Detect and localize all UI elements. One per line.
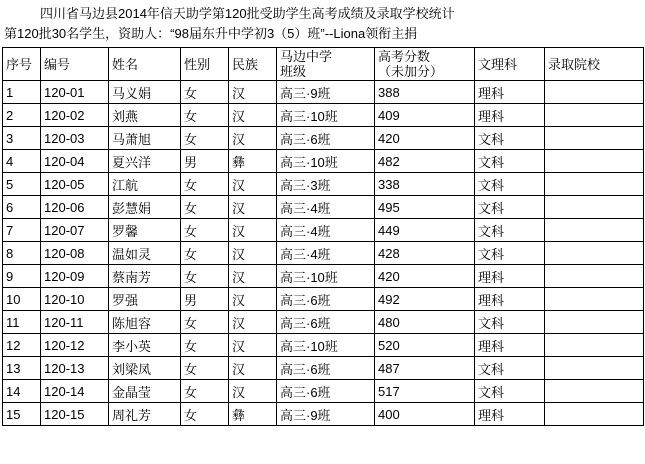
cell-class: 高三·9班	[277, 81, 375, 104]
cell-ethnicity: 彝	[229, 403, 277, 426]
cell-ethnicity: 汉	[229, 311, 277, 334]
column-header-index-line1: 序号	[6, 56, 33, 72]
cell-school	[545, 357, 644, 380]
cell-code: 120-02	[41, 104, 109, 127]
cell-ethnicity: 汉	[229, 357, 277, 380]
cell-track: 理科	[475, 265, 545, 288]
cell-name: 李小英	[109, 334, 181, 357]
cell-score: 400	[375, 403, 475, 426]
cell-ethnicity: 汉	[229, 127, 277, 150]
cell-track: 文科	[475, 173, 545, 196]
cell-class: 高三·4班	[277, 196, 375, 219]
cell-track: 理科	[475, 403, 545, 426]
cell-class: 高三·9班	[277, 403, 375, 426]
cell-gender: 男	[181, 288, 229, 311]
cell-ethnicity: 汉	[229, 334, 277, 357]
cell-index: 5	[3, 173, 41, 196]
cell-name: 蔡南芳	[109, 265, 181, 288]
cell-class: 高三·6班	[277, 288, 375, 311]
cell-school	[545, 242, 644, 265]
cell-gender: 女	[181, 357, 229, 380]
cell-track: 文科	[475, 311, 545, 334]
column-header-score	[375, 48, 475, 81]
cell-class: 高三·4班	[277, 219, 375, 242]
cell-index: 9	[3, 265, 41, 288]
cell-school	[545, 196, 644, 219]
cell-track: 文科	[475, 150, 545, 173]
cell-class: 高三·3班	[277, 173, 375, 196]
cell-class: 高三·10班	[277, 104, 375, 127]
cell-class: 高三·10班	[277, 150, 375, 173]
cell-school	[545, 81, 644, 104]
cell-school	[545, 288, 644, 311]
table-row	[3, 380, 644, 403]
cell-track: 理科	[475, 334, 545, 357]
cell-score: 388	[375, 81, 475, 104]
column-header-score-line2: （未加分）	[378, 64, 444, 79]
cell-name: 刘燕	[109, 104, 181, 127]
cell-score: 449	[375, 219, 475, 242]
cell-name: 江航	[109, 173, 181, 196]
cell-track: 文科	[475, 357, 545, 380]
cell-index: 3	[3, 127, 41, 150]
cell-track: 文科	[475, 196, 545, 219]
table-row	[3, 173, 644, 196]
column-header-name-line1: 姓名	[112, 56, 139, 72]
cell-name: 马义娟	[109, 81, 181, 104]
cell-gender: 女	[181, 265, 229, 288]
cell-class: 高三·10班	[277, 334, 375, 357]
cell-gender: 女	[181, 173, 229, 196]
cell-score: 480	[375, 311, 475, 334]
column-header-class-line1: 马边中学	[280, 49, 333, 64]
cell-name: 夏兴洋	[109, 150, 181, 173]
cell-score: 428	[375, 242, 475, 265]
cell-code: 120-05	[41, 173, 109, 196]
cell-index: 11	[3, 311, 41, 334]
cell-score: 420	[375, 127, 475, 150]
cell-ethnicity: 汉	[229, 265, 277, 288]
cell-code: 120-01	[41, 81, 109, 104]
cell-ethnicity: 汉	[229, 219, 277, 242]
cell-ethnicity: 汉	[229, 380, 277, 403]
cell-code: 120-12	[41, 334, 109, 357]
cell-track: 文科	[475, 127, 545, 150]
cell-code: 120-08	[41, 242, 109, 265]
cell-school	[545, 127, 644, 150]
document-title: 四川省马边县2014年信天助学第120批受助学生高考成绩及录取学校统计	[40, 6, 455, 21]
cell-code: 120-10	[41, 288, 109, 311]
cell-score: 492	[375, 288, 475, 311]
cell-index: 15	[3, 403, 41, 426]
cell-score: 420	[375, 265, 475, 288]
cell-code: 120-04	[41, 150, 109, 173]
cell-ethnicity: 汉	[229, 173, 277, 196]
cell-class: 高三·6班	[277, 380, 375, 403]
column-header-gender-line1: 性别	[184, 56, 211, 72]
cell-ethnicity: 汉	[229, 81, 277, 104]
cell-score: 520	[375, 334, 475, 357]
cell-score: 517	[375, 380, 475, 403]
table-body	[3, 81, 644, 426]
cell-ethnicity: 汉	[229, 104, 277, 127]
table-row	[3, 81, 644, 104]
table-row	[3, 150, 644, 173]
cell-ethnicity: 汉	[229, 196, 277, 219]
cell-gender: 女	[181, 196, 229, 219]
cell-index: 2	[3, 104, 41, 127]
cell-gender: 女	[181, 403, 229, 426]
cell-class: 高三·6班	[277, 311, 375, 334]
cell-index: 10	[3, 288, 41, 311]
column-header-ethnicity	[229, 48, 277, 81]
column-header-track	[475, 48, 545, 81]
cell-ethnicity: 彝	[229, 150, 277, 173]
cell-class: 高三·6班	[277, 357, 375, 380]
column-header-class-line2: 班级	[280, 64, 307, 79]
table-row	[3, 357, 644, 380]
cell-name: 陈旭容	[109, 311, 181, 334]
cell-class: 高三·10班	[277, 265, 375, 288]
cell-track: 理科	[475, 104, 545, 127]
cell-name: 彭慧娟	[109, 196, 181, 219]
column-header-code-line1: 编号	[44, 56, 71, 72]
cell-code: 120-15	[41, 403, 109, 426]
cell-index: 4	[3, 150, 41, 173]
column-header-code	[41, 48, 109, 81]
table-row	[3, 311, 644, 334]
cell-class: 高三·4班	[277, 242, 375, 265]
cell-school	[545, 380, 644, 403]
table-row	[3, 127, 644, 150]
cell-name: 马萧旭	[109, 127, 181, 150]
cell-code: 120-03	[41, 127, 109, 150]
table-row	[3, 288, 644, 311]
cell-gender: 女	[181, 242, 229, 265]
cell-gender: 女	[181, 380, 229, 403]
column-header-track-line1: 文理科	[478, 56, 518, 72]
cell-track: 文科	[475, 380, 545, 403]
cell-index: 6	[3, 196, 41, 219]
column-header-name	[109, 48, 181, 81]
table-row	[3, 265, 644, 288]
cell-index: 7	[3, 219, 41, 242]
cell-code: 120-14	[41, 380, 109, 403]
cell-index: 12	[3, 334, 41, 357]
cell-school	[545, 150, 644, 173]
cell-index: 13	[3, 357, 41, 380]
cell-name: 周礼芳	[109, 403, 181, 426]
cell-code: 120-11	[41, 311, 109, 334]
cell-school	[545, 104, 644, 127]
cell-track: 理科	[475, 81, 545, 104]
table-row	[3, 196, 644, 219]
cell-gender: 女	[181, 334, 229, 357]
cell-code: 120-07	[41, 219, 109, 242]
cell-score: 482	[375, 150, 475, 173]
cell-score: 495	[375, 196, 475, 219]
cell-gender: 女	[181, 127, 229, 150]
cell-code: 120-13	[41, 357, 109, 380]
column-header-school-line1: 录取院校	[548, 56, 601, 72]
table-row	[3, 219, 644, 242]
column-header-gender	[181, 48, 229, 81]
cell-school	[545, 173, 644, 196]
cell-index: 1	[3, 81, 41, 104]
cell-score: 409	[375, 104, 475, 127]
column-header-class	[277, 48, 375, 81]
cell-name: 温如灵	[109, 242, 181, 265]
column-header-index	[3, 48, 41, 81]
cell-gender: 女	[181, 311, 229, 334]
cell-code: 120-09	[41, 265, 109, 288]
cell-school	[545, 219, 644, 242]
cell-name: 罗强	[109, 288, 181, 311]
cell-gender: 女	[181, 104, 229, 127]
cell-class: 高三·6班	[277, 127, 375, 150]
cell-name: 罗馨	[109, 219, 181, 242]
table-row	[3, 334, 644, 357]
cell-score: 487	[375, 357, 475, 380]
document-subtitle: 第120批30名学生，资助人：“98届东升中学初3（5）班”--Liona领衔主捐	[4, 26, 418, 41]
column-header-score-line1: 高考分数	[378, 49, 431, 64]
cell-track: 理科	[475, 288, 545, 311]
table-row	[3, 104, 644, 127]
cell-code: 120-06	[41, 196, 109, 219]
cell-ethnicity: 汉	[229, 288, 277, 311]
students-table	[2, 47, 644, 426]
header-row	[3, 48, 644, 81]
cell-track: 文科	[475, 242, 545, 265]
cell-track: 文科	[475, 219, 545, 242]
cell-school	[545, 403, 644, 426]
cell-score: 338	[375, 173, 475, 196]
cell-ethnicity: 汉	[229, 242, 277, 265]
cell-gender: 男	[181, 150, 229, 173]
table-row	[3, 403, 644, 426]
cell-school	[545, 334, 644, 357]
cell-name: 金晶莹	[109, 380, 181, 403]
column-header-school	[545, 48, 644, 81]
cell-school	[545, 265, 644, 288]
cell-index: 14	[3, 380, 41, 403]
cell-name: 刘梁凤	[109, 357, 181, 380]
cell-index: 8	[3, 242, 41, 265]
table-row	[3, 242, 644, 265]
table-header	[3, 48, 644, 81]
cell-school	[545, 311, 644, 334]
cell-gender: 女	[181, 219, 229, 242]
cell-gender: 女	[181, 81, 229, 104]
column-header-ethnicity-line1: 民族	[232, 56, 259, 72]
